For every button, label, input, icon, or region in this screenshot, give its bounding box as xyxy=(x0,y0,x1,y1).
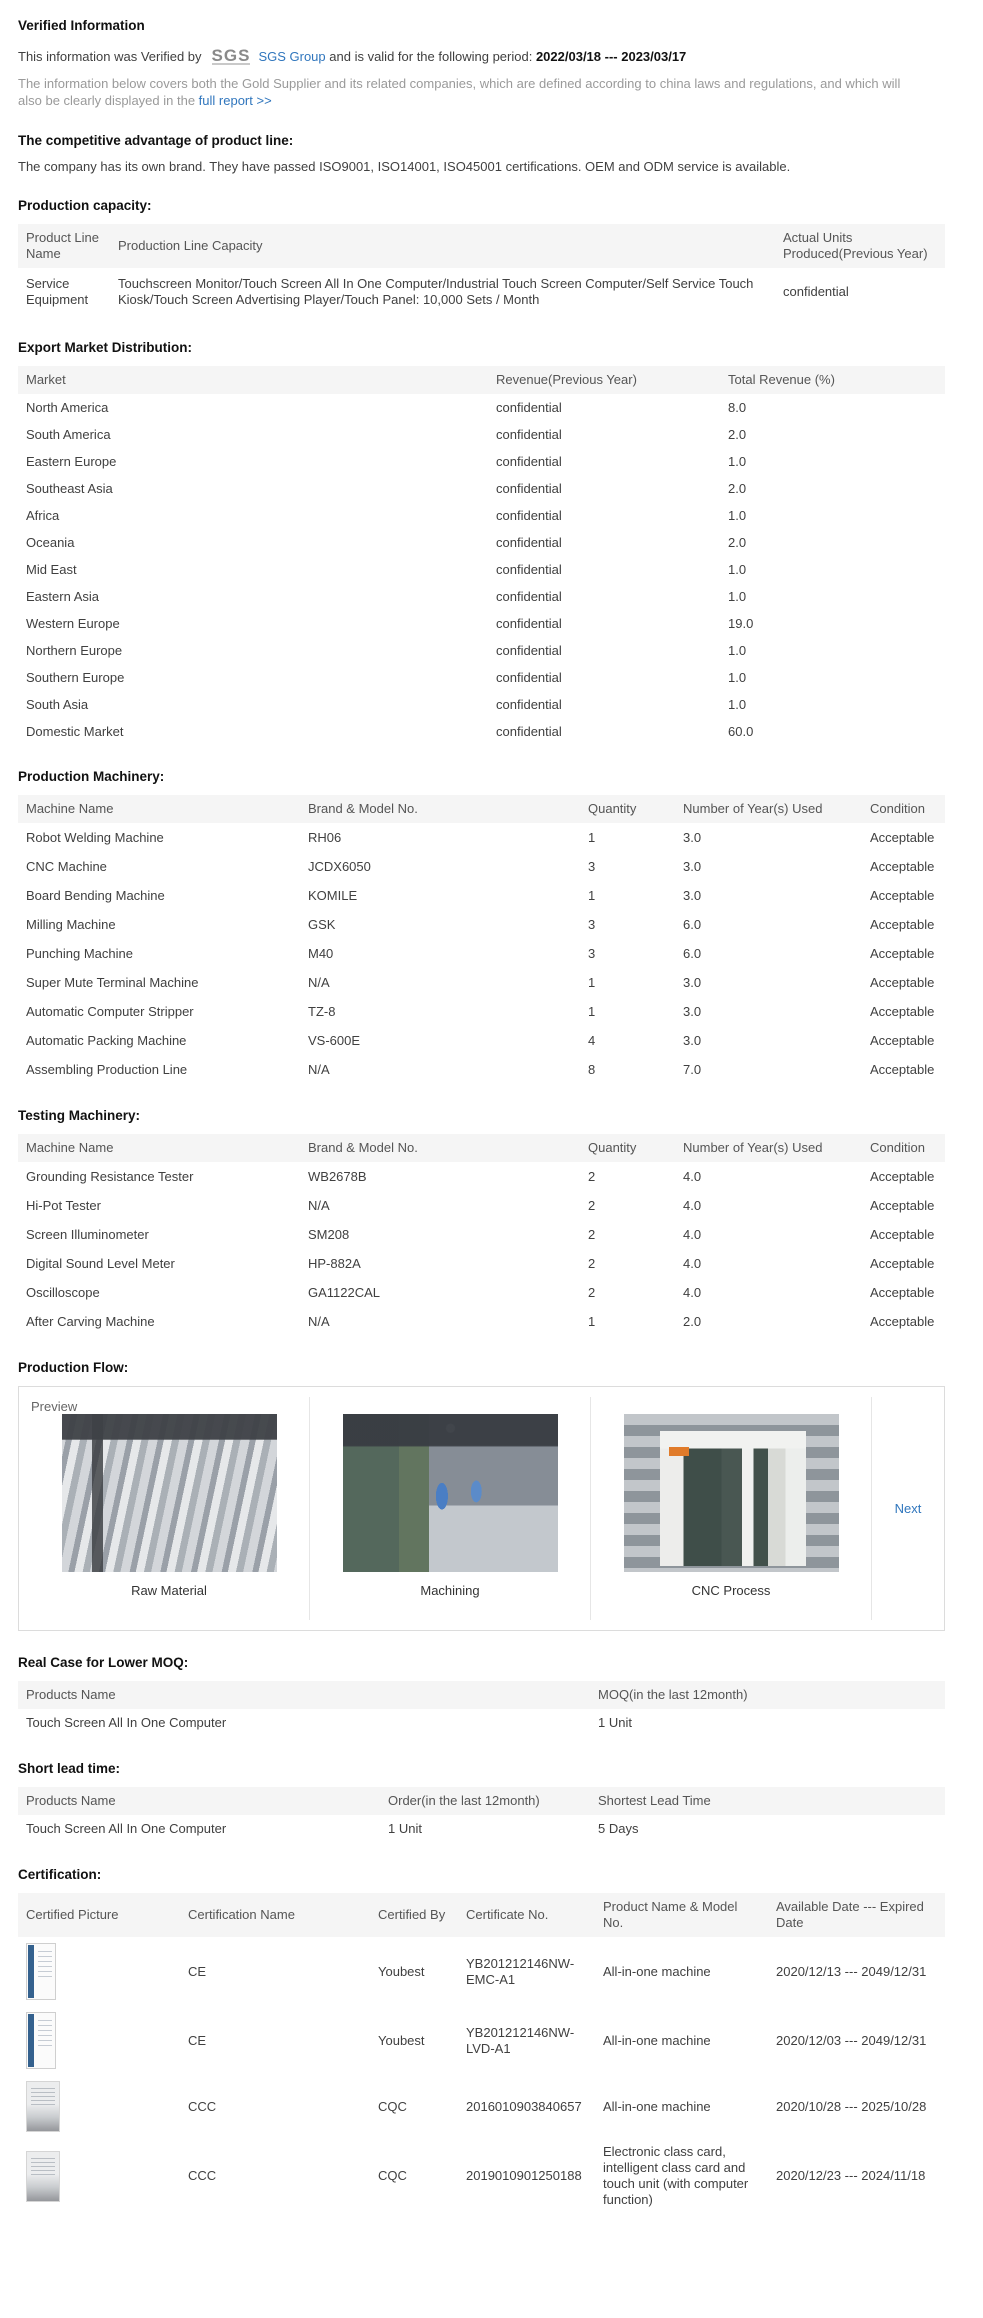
table-cell: 1 xyxy=(588,1313,596,1329)
table-row xyxy=(18,583,945,610)
table-cell: 1.0 xyxy=(728,561,747,577)
table-cell: 2 xyxy=(588,1255,596,1271)
table-cell: 2020/12/13 --- 2049/12/31 xyxy=(776,1963,927,1979)
table-cell: 4.0 xyxy=(683,1226,702,1242)
table-row xyxy=(18,475,945,502)
column-header: Condition xyxy=(862,1134,945,1162)
table-cell: VS-600E xyxy=(308,1032,361,1048)
table-row xyxy=(18,910,945,939)
export-market-title: Export Market Distribution: xyxy=(18,340,193,355)
testing-machinery-table xyxy=(18,1134,945,1336)
table-cell: Acceptable xyxy=(870,1255,935,1271)
table-cell: GSK xyxy=(308,916,336,932)
table-cell: 2019010901250188 xyxy=(466,2168,582,2183)
table-cell: 3.0 xyxy=(683,829,702,845)
table-cell: Acceptable xyxy=(870,1168,935,1184)
table-cell: confidential xyxy=(496,669,562,685)
table-cell: confidential xyxy=(496,507,562,523)
table-cell: Northern Europe xyxy=(26,642,123,658)
table-cell: Acceptable xyxy=(870,887,935,903)
table-cell: 1.0 xyxy=(728,696,747,712)
table-row xyxy=(18,421,945,448)
table-cell: 3.0 xyxy=(683,974,702,990)
table-row xyxy=(18,2075,945,2138)
table-cell: All-in-one machine xyxy=(603,2032,711,2048)
table-cell: Touchscreen Monitor/Touch Screen All In One Computer/Industrial Touch Screen Computer/Self Service Touch Kiosk/Touch Screen Advertising Player/Touch Panel: 10,000 Sets / Month xyxy=(118,276,754,307)
table-row xyxy=(18,268,945,316)
table-cell: 2.0 xyxy=(683,1313,702,1329)
table-cell: 8 xyxy=(588,1061,596,1077)
note-text: The information below covers both the Gold Supplier and its related companies, which are defined according to china laws and regulations, and which will also be clearly displayed in the xyxy=(18,76,901,108)
table-cell: Punching Machine xyxy=(26,945,133,961)
table-cell: Acceptable xyxy=(870,829,935,845)
cnc-process-photo xyxy=(624,1414,839,1572)
table-cell: 3 xyxy=(588,945,596,961)
table-cell: Acceptable xyxy=(870,1313,935,1329)
table-cell: confidential xyxy=(496,696,562,712)
table-cell: Grounding Resistance Tester xyxy=(26,1168,194,1184)
table-cell: Youbest xyxy=(378,1963,425,1979)
table-cell: 60.0 xyxy=(728,723,754,739)
production-capacity-table xyxy=(18,224,945,316)
table-cell: After Carving Machine xyxy=(26,1313,155,1329)
table-cell: SM208 xyxy=(308,1226,350,1242)
table-row xyxy=(18,1307,945,1336)
table-cell: Acceptable xyxy=(870,974,935,990)
table-row xyxy=(18,939,945,968)
table-cell: All-in-one machine xyxy=(603,1963,711,1979)
header-row xyxy=(18,1681,945,1709)
table-row xyxy=(18,556,945,583)
header-row xyxy=(18,1134,945,1162)
column-header: Certified By xyxy=(370,1893,458,1937)
table-cell: YB201212146NW-EMC-A1 xyxy=(466,1955,575,1987)
testing-machinery-title: Testing Machinery: xyxy=(18,1108,141,1123)
production-flow-slide xyxy=(591,1397,872,1620)
table-row xyxy=(18,664,945,691)
full-report-link[interactable]: full report >> xyxy=(198,93,272,108)
column-header: Actual Units Produced(Previous Year) xyxy=(775,224,945,268)
column-header: Available Date --- Expired Date xyxy=(768,1893,945,1937)
table-cell: confidential xyxy=(783,284,849,299)
table-cell: N/A xyxy=(308,1061,330,1077)
column-header: Certification Name xyxy=(180,1893,370,1937)
table-row xyxy=(18,997,945,1026)
table-cell: 1.0 xyxy=(728,453,747,469)
table-row xyxy=(18,691,945,718)
table-cell: 1.0 xyxy=(728,642,747,658)
table-cell: 1 xyxy=(588,1003,596,1019)
table-row xyxy=(18,2138,945,2214)
ce-certificate-thumbnail xyxy=(26,1943,56,2000)
production-flow-slide xyxy=(29,1397,310,1620)
table-cell: Milling Machine xyxy=(26,916,116,932)
table-cell: Western Europe xyxy=(26,615,120,631)
table-cell: N/A xyxy=(308,1313,330,1329)
table-row xyxy=(18,1162,945,1191)
next-area xyxy=(872,1397,944,1620)
table-row xyxy=(18,2006,945,2075)
table-cell: confidential xyxy=(496,561,562,577)
column-header: Number of Year(s) Used xyxy=(675,795,862,823)
table-cell: confidential xyxy=(496,399,562,415)
table-cell: Acceptable xyxy=(870,858,935,874)
table-row xyxy=(18,718,945,745)
raw-material-photo xyxy=(62,1414,277,1572)
table-cell: South America xyxy=(26,426,111,442)
table-cell: Acceptable xyxy=(870,1003,935,1019)
table-cell: Touch Screen All In One Computer xyxy=(26,1821,227,1836)
table-row xyxy=(18,1278,945,1307)
table-cell: CCC xyxy=(188,2098,217,2114)
production-flow-slide xyxy=(310,1397,591,1620)
table-cell: Southern Europe xyxy=(26,669,125,685)
ccc-certificate-thumbnail xyxy=(26,2151,60,2202)
table-cell: 1 xyxy=(588,887,596,903)
table-cell: CE xyxy=(188,1963,207,1979)
header-row xyxy=(18,1893,945,1937)
moq-title: Real Case for Lower MOQ: xyxy=(18,1655,189,1670)
table-cell: Automatic Packing Machine xyxy=(26,1032,187,1048)
table-cell: 4.0 xyxy=(683,1197,702,1213)
slide-caption: Machining xyxy=(420,1583,480,1598)
column-header: Quantity xyxy=(580,1134,675,1162)
table-cell: KOMILE xyxy=(308,887,358,903)
table-cell: 7.0 xyxy=(683,1061,702,1077)
production-flow-title: Production Flow: xyxy=(18,1360,129,1375)
next-button[interactable]: Next xyxy=(894,1501,922,1516)
table-cell: Automatic Computer Stripper xyxy=(26,1003,194,1019)
sgs-logo: SGS xyxy=(211,46,251,65)
table-cell: 2.0 xyxy=(728,534,747,550)
table-row xyxy=(18,968,945,997)
moq-table xyxy=(18,1681,945,1737)
table-row xyxy=(18,1709,945,1737)
table-cell: 2020/12/23 --- 2024/11/18 xyxy=(776,2168,926,2183)
column-header: Certificate No. xyxy=(458,1893,595,1937)
table-cell: YB201212146NW-LVD-A1 xyxy=(466,2024,575,2056)
table-cell: Acceptable xyxy=(870,1061,935,1077)
table-cell: 1 Unit xyxy=(598,1715,632,1730)
table-cell: CCC xyxy=(188,2168,217,2183)
column-header: Products Name xyxy=(18,1681,590,1709)
table-cell: 4.0 xyxy=(683,1255,702,1271)
table-cell: 1.0 xyxy=(728,669,747,685)
table-cell: 2 xyxy=(588,1197,596,1213)
column-header: Number of Year(s) Used xyxy=(675,1134,862,1162)
table-row xyxy=(18,448,945,475)
table-row xyxy=(18,1937,945,2006)
table-cell: TZ-8 xyxy=(308,1003,336,1019)
preview-label: Preview xyxy=(31,1399,78,1414)
table-cell: confidential xyxy=(496,480,562,496)
table-cell: Service Equipment xyxy=(26,276,89,307)
table-cell: confidential xyxy=(496,534,562,550)
sgs-group-link[interactable]: SGS Group xyxy=(258,49,326,64)
production-flow-panel xyxy=(18,1386,945,1631)
table-cell: CQC xyxy=(378,2168,407,2183)
table-cell: confidential xyxy=(496,723,562,739)
table-cell: 4.0 xyxy=(683,1284,702,1300)
table-cell: 2 xyxy=(588,1226,596,1242)
gold-supplier-note xyxy=(18,75,923,109)
table-row xyxy=(18,1249,945,1278)
table-cell: 3.0 xyxy=(683,858,702,874)
column-header: Products Name xyxy=(18,1787,380,1815)
table-cell: Oceania xyxy=(26,534,75,550)
table-cell: 2.0 xyxy=(728,480,747,496)
verified-information-title: Verified Information xyxy=(18,18,145,33)
valid-period: 2022/03/18 --- 2023/03/17 xyxy=(535,49,687,64)
table-cell: Digital Sound Level Meter xyxy=(26,1255,175,1271)
table-cell: South Asia xyxy=(26,696,89,712)
slide-caption: Raw Material xyxy=(131,1583,207,1598)
column-header: Revenue(Previous Year) xyxy=(488,366,720,394)
certification-table xyxy=(18,1893,945,2214)
column-header: Machine Name xyxy=(18,1134,300,1162)
table-cell: 2016010903840657 xyxy=(466,2098,582,2114)
table-row xyxy=(18,1815,945,1843)
table-cell: Super Mute Terminal Machine xyxy=(26,974,199,990)
table-row xyxy=(18,610,945,637)
table-cell: Screen Illuminometer xyxy=(26,1226,149,1242)
table-cell: Domestic Market xyxy=(26,723,124,739)
table-cell: 1 xyxy=(588,829,596,845)
column-header: Brand & Model No. xyxy=(300,795,580,823)
table-cell: 6.0 xyxy=(683,945,702,961)
column-header: Condition xyxy=(862,795,945,823)
table-cell: M40 xyxy=(308,945,334,961)
table-cell: 4 xyxy=(588,1032,596,1048)
advantage-title: The competitive advantage of product line: xyxy=(18,133,294,148)
table-cell: Acceptable xyxy=(870,1032,935,1048)
table-cell: WB2678B xyxy=(308,1168,367,1184)
table-row xyxy=(18,394,945,421)
table-cell: Mid East xyxy=(26,561,77,577)
ce-certificate-thumbnail xyxy=(26,2012,56,2069)
table-cell: confidential xyxy=(496,426,562,442)
table-cell: Acceptable xyxy=(870,945,935,961)
table-row xyxy=(18,1055,945,1084)
table-cell: confidential xyxy=(496,588,562,604)
table-row xyxy=(18,823,945,852)
column-header: Product Name & Model No. xyxy=(595,1893,768,1937)
table-cell: 3.0 xyxy=(683,1003,702,1019)
table-cell: Oscilloscope xyxy=(26,1284,100,1300)
table-row xyxy=(18,637,945,664)
table-cell: 3.0 xyxy=(683,1032,702,1048)
table-cell: 1 xyxy=(588,974,596,990)
table-cell: JCDX6050 xyxy=(308,858,371,874)
table-cell: HP-882A xyxy=(308,1255,361,1271)
header-row xyxy=(18,366,945,394)
table-row xyxy=(18,1191,945,1220)
table-cell: 19.0 xyxy=(728,615,754,631)
column-header: Order(in the last 12month) xyxy=(380,1787,590,1815)
table-cell: 2.0 xyxy=(728,426,747,442)
table-cell: Hi-Pot Tester xyxy=(26,1197,101,1213)
column-header: Product Line Name xyxy=(18,224,110,268)
slide-caption: CNC Process xyxy=(691,1583,771,1598)
table-cell: All-in-one machine xyxy=(603,2098,711,2114)
table-cell: CNC Machine xyxy=(26,858,107,874)
table-cell: GA1122CAL xyxy=(308,1284,381,1300)
table-cell: Board Bending Machine xyxy=(26,887,165,903)
table-cell: 1.0 xyxy=(728,588,747,604)
table-cell: 2 xyxy=(588,1168,596,1184)
column-header: Brand & Model No. xyxy=(300,1134,580,1162)
table-cell: 2020/12/03 --- 2049/12/31 xyxy=(776,2032,927,2048)
table-cell: N/A xyxy=(308,1197,330,1213)
table-cell: 3 xyxy=(588,916,596,932)
production-machinery-title: Production Machinery: xyxy=(18,769,165,784)
table-row xyxy=(18,881,945,910)
table-cell: confidential xyxy=(496,615,562,631)
table-cell: Robot Welding Machine xyxy=(26,829,164,845)
production-machinery-table xyxy=(18,795,945,1084)
header-row xyxy=(18,795,945,823)
table-cell: Southeast Asia xyxy=(26,480,113,496)
table-cell: 8.0 xyxy=(728,399,747,415)
table-cell: Touch Screen All In One Computer xyxy=(26,1715,227,1730)
table-cell: Eastern Asia xyxy=(26,588,99,604)
column-header: MOQ(in the last 12month) xyxy=(590,1681,945,1709)
table-cell: 3 xyxy=(588,858,596,874)
table-row xyxy=(18,1220,945,1249)
verification-prefix: This information was Verified by xyxy=(18,49,202,64)
table-cell: 2020/10/28 --- 2025/10/28 xyxy=(776,2098,927,2114)
table-cell: N/A xyxy=(308,974,330,990)
export-market-table xyxy=(18,366,945,745)
table-cell: Acceptable xyxy=(870,1197,935,1213)
column-header: Certified Picture xyxy=(18,1893,180,1937)
table-cell: CQC xyxy=(378,2098,407,2114)
header-row xyxy=(18,224,945,268)
table-cell: Acceptable xyxy=(870,1284,935,1300)
column-header: Machine Name xyxy=(18,795,300,823)
table-cell: RH06 xyxy=(308,829,342,845)
verification-line xyxy=(18,48,945,65)
production-capacity-title: Production capacity: xyxy=(18,198,152,213)
certification-title: Certification: xyxy=(18,1867,102,1882)
column-header: Total Revenue (%) xyxy=(720,366,945,394)
table-cell: Africa xyxy=(26,507,60,523)
table-cell: 3.0 xyxy=(683,887,702,903)
lead-time-title: Short lead time: xyxy=(18,1761,121,1776)
table-cell: Assembling Production Line xyxy=(26,1061,188,1077)
table-row xyxy=(18,502,945,529)
table-cell: 4.0 xyxy=(683,1168,702,1184)
table-cell: Acceptable xyxy=(870,916,935,932)
column-header: Market xyxy=(18,366,488,394)
table-cell: Youbest xyxy=(378,2032,425,2048)
advantage-body: The company has its own brand. They have passed ISO9001, ISO14001, ISO45001 certifications. OEM and ODM service is available. xyxy=(18,159,791,174)
table-cell: 5 Days xyxy=(598,1821,639,1836)
verification-mid: and is valid for the following period: xyxy=(329,49,533,64)
table-cell: Acceptable xyxy=(870,1226,935,1242)
machining-photo xyxy=(343,1414,558,1572)
table-cell: North America xyxy=(26,399,109,415)
lead-time-table xyxy=(18,1787,945,1843)
column-header: Quantity xyxy=(580,795,675,823)
table-cell: confidential xyxy=(496,453,562,469)
column-header: Shortest Lead Time xyxy=(590,1787,945,1815)
production-flow-slides xyxy=(29,1397,872,1620)
table-cell: Electronic class card, intelligent class card and touch unit (with computer function) xyxy=(603,2144,749,2207)
table-cell: Eastern Europe xyxy=(26,453,117,469)
table-cell: confidential xyxy=(496,642,562,658)
table-cell: CE xyxy=(188,2032,207,2048)
table-row xyxy=(18,852,945,881)
table-cell: 6.0 xyxy=(683,916,702,932)
header-row xyxy=(18,1787,945,1815)
table-cell: 1.0 xyxy=(728,507,747,523)
table-cell: 2 xyxy=(588,1284,596,1300)
table-row xyxy=(18,529,945,556)
ccc-certificate-thumbnail xyxy=(26,2081,60,2132)
table-cell: 1 Unit xyxy=(388,1821,422,1836)
column-header: Production Line Capacity xyxy=(110,224,775,268)
table-row xyxy=(18,1026,945,1055)
